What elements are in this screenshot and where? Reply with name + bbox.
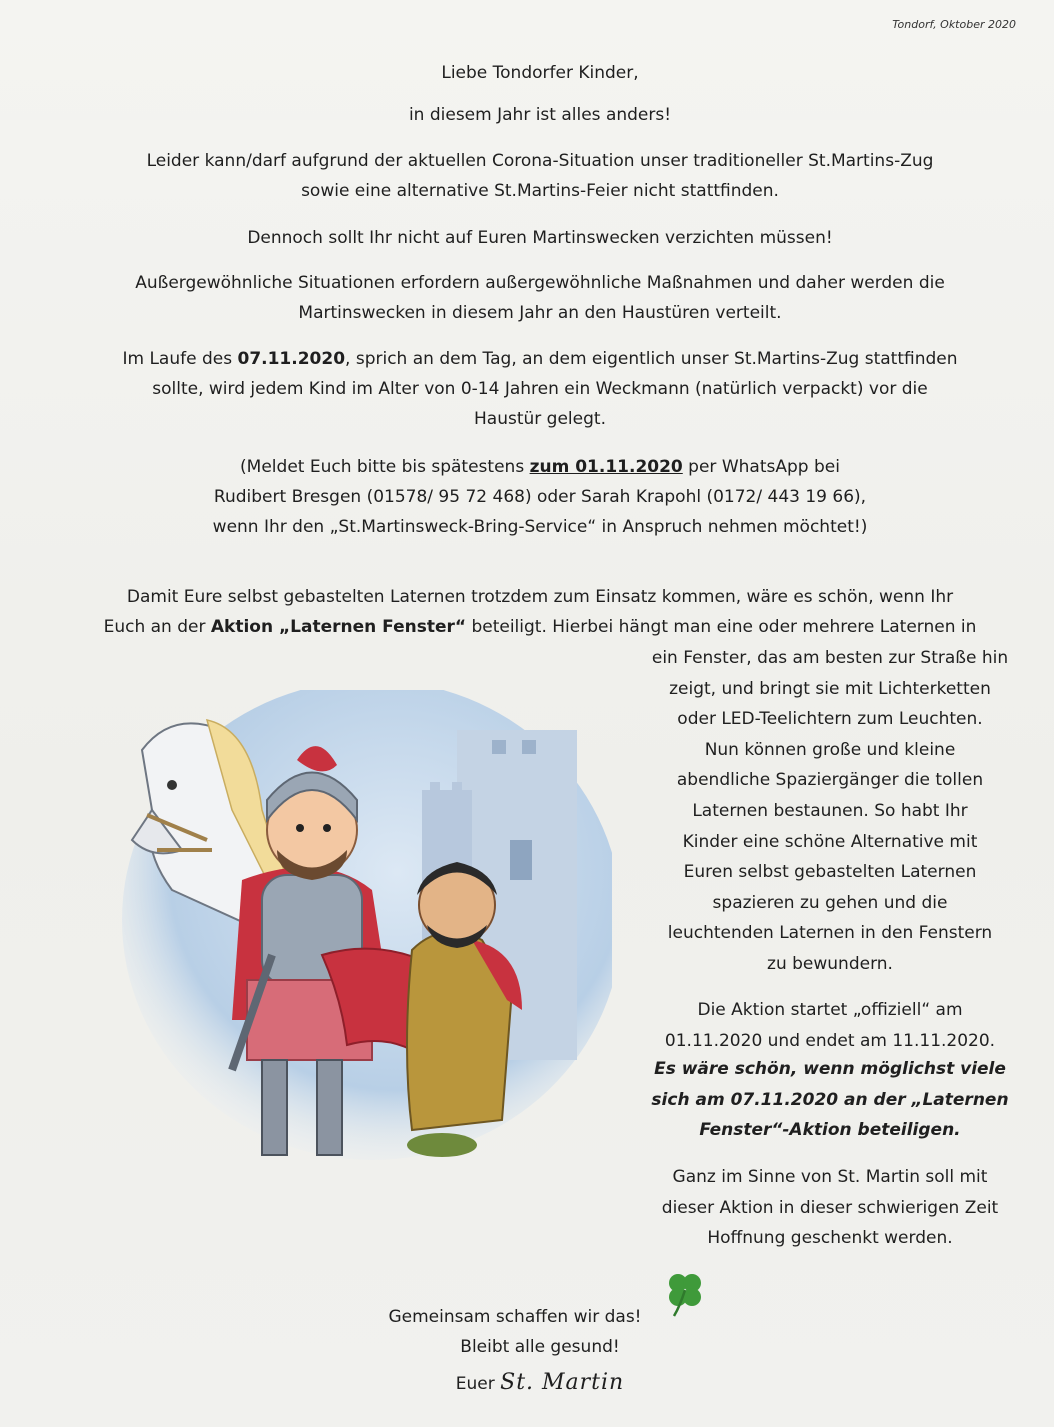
greeting: Liebe Tondorfer Kinder, bbox=[441, 63, 639, 83]
distribution-paragraph: Im Laufe des 07.11.2020, sprich an dem Tag, an dem eigentlich unser St.Martins-Zug stattfinden sollte, wird jedem Kind im Alter von 0-14 Jahren ein Weckmann (natürlich verpackt) vor die Haustür gelegt. bbox=[122, 349, 958, 429]
lantern-description: ein Fenster, das am besten zur Straße hin zeigt, und bringt sie mit Lichterketten oder LED-Teelichtern zum Leuchten. Nun können große und kleine abendliche Spaziergänger die tollen Laternen bestaunen. So habt Ihr Kinder eine schöne Alternative mit Euren selbst gebastelten Laternen spazieren zu gehen und die leuchtenden Laternen in den Fenstern zu bewundern. bbox=[651, 648, 1009, 974]
distribution-date: 07.11.2020 bbox=[237, 349, 346, 369]
registration-deadline: zum 01.11.2020 bbox=[529, 457, 683, 477]
ausser-paragraph: Außergewöhnliche Situationen erfordern außergewöhnliche Maßnahmen und daher werden die Martinswecken in diesem Jahr an den Haustüren verteilt. bbox=[135, 273, 945, 323]
dennoch-paragraph: Dennoch sollt Ihr nicht auf Euren Martinswecken verzichten müssen! bbox=[247, 228, 833, 248]
st-martin-illustration bbox=[112, 690, 612, 1180]
closing-line-1: Gemeinsam schaffen wir das! bbox=[388, 1307, 642, 1327]
signature-salutation: Euer bbox=[455, 1374, 495, 1394]
participation-appeal: Es wäre schön, wenn möglichst viele sich am 07.11.2020 an der „Laternen Fenster“-Aktion beteiligen. bbox=[651, 1059, 1009, 1141]
signature-line bbox=[290, 1368, 790, 1399]
corona-paragraph: Leider kann/darf aufgrund der aktuellen Corona-Situation unser traditioneller St.Martins-Zug sowie eine alternative St.Martins-Feier nicht stattfinden. bbox=[146, 151, 934, 201]
letter-date: Tondorf, Oktober 2020 bbox=[892, 18, 1016, 31]
action-name: Aktion „Laternen Fenster“ bbox=[210, 617, 467, 637]
intro-line: in diesem Jahr ist alles anders! bbox=[408, 105, 672, 125]
registration-paragraph: (Meldet Euch bitte bis spätestens zum 01.11.2020 per WhatsApp bei Rudibert Bresgen (01578/ 95 72 468) oder Sarah Krapohl (0172/ 443 19 66), wenn Ihr den „St.Martinsweck-Bring-Service“ in Anspruch nehmen möchtet!) bbox=[212, 457, 868, 537]
lantern-action-intro: Damit Eure selbst gebastelten Laternen trotzdem zum Einsatz kommen, wäre es schön, wenn Ihr Euch an der Aktion „Laternen Fenster“ beteiligt. Hierbei hängt man eine oder mehrere Laternen in bbox=[103, 587, 977, 637]
action-dates: Die Aktion startet „offiziell“ am 01.11.2020 und endet am 11.11.2020. bbox=[664, 1000, 996, 1051]
closing-line-2: Bleibt alle gesund! bbox=[460, 1337, 620, 1357]
signature: St. Martin bbox=[500, 1370, 625, 1395]
hope-paragraph: Ganz im Sinne von St. Martin soll mit dieser Aktion in dieser schwierigen Zeit Hoffnung geschenkt werden. bbox=[661, 1167, 999, 1249]
